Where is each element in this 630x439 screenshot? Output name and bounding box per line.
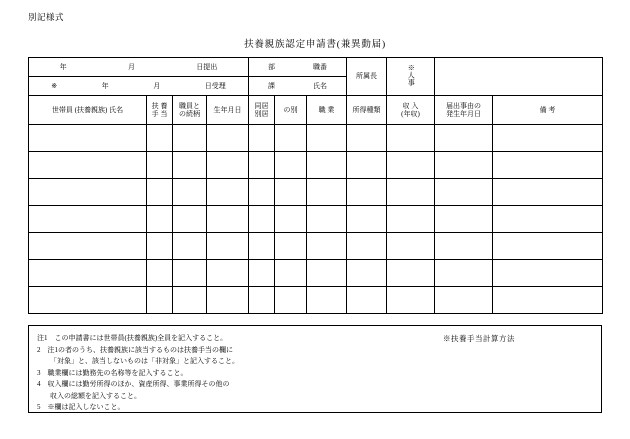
table-cell[interactable] (207, 260, 249, 287)
table-cell[interactable] (347, 260, 387, 287)
receive-month-label: 月 (153, 81, 161, 90)
table-cell[interactable] (249, 206, 275, 233)
table-cell[interactable] (307, 206, 347, 233)
table-row[interactable] (29, 287, 603, 314)
table-cell[interactable] (249, 260, 275, 287)
name-label: 氏名 (313, 81, 327, 90)
note-number: 3 (37, 368, 48, 377)
table-cell[interactable] (275, 152, 307, 179)
table-cell[interactable] (249, 287, 275, 314)
table-cell[interactable] (173, 206, 207, 233)
table-cell[interactable] (207, 233, 249, 260)
table-cell[interactable] (435, 179, 493, 206)
table-cell[interactable] (435, 125, 493, 152)
section-name-cell (249, 77, 347, 96)
table-cell[interactable] (173, 287, 207, 314)
page-title: 扶養親族認定申請書(兼異動届) (244, 40, 386, 50)
table-cell[interactable] (275, 260, 307, 287)
table-cell[interactable] (173, 233, 207, 260)
table-cell[interactable] (387, 125, 435, 152)
table-cell[interactable] (207, 179, 249, 206)
submit-date-cell (29, 58, 249, 77)
note-line: 2 注1の者のうち、扶養親族に該当するものは扶養手当の欄に (37, 345, 233, 354)
dept-label: 部 (268, 62, 275, 71)
table-cell[interactable] (387, 260, 435, 287)
table-cell[interactable] (29, 260, 147, 287)
table-cell[interactable] (347, 233, 387, 260)
table-cell[interactable] (173, 260, 207, 287)
table-cell[interactable] (493, 260, 603, 287)
allowance-calc-title: ※扶養手当計算方法 (443, 334, 515, 343)
table-cell[interactable] (147, 125, 173, 152)
table-row[interactable] (29, 125, 603, 152)
table-cell[interactable] (275, 206, 307, 233)
table-cell[interactable] (493, 152, 603, 179)
table-cell[interactable] (307, 125, 347, 152)
table-cell[interactable] (29, 287, 147, 314)
receive-year-label: 年 (101, 81, 109, 90)
table-cell[interactable] (493, 287, 603, 314)
header-blank-cell (435, 58, 603, 96)
note-line: 5 ※欄は記入しないこと。 (37, 403, 125, 412)
table-cell[interactable] (207, 125, 249, 152)
note-line: 注1 この申請書には世帯員(扶養親族)全員を記入すること。 (37, 334, 228, 342)
col-header-residence-type: の別 (275, 96, 307, 125)
approver-label: 所属長 (356, 72, 378, 81)
table-row[interactable] (29, 152, 603, 179)
table-cell[interactable] (435, 233, 493, 260)
approver-box (347, 58, 387, 96)
col-header-relationship: 職員と の続柄 (173, 96, 207, 125)
table-cell[interactable] (29, 125, 147, 152)
table-cell[interactable] (307, 287, 347, 314)
table-cell[interactable] (147, 179, 173, 206)
submit-day-label: 日提出 (196, 62, 218, 71)
table-cell[interactable] (347, 179, 387, 206)
note-line: 3 職業欄には勤務先の名称等を記入すること。 (37, 368, 188, 377)
table-cell[interactable] (347, 125, 387, 152)
table-cell[interactable] (275, 125, 307, 152)
table-cell[interactable] (29, 206, 147, 233)
receive-day-label: 日受理 (204, 81, 226, 90)
table-cell[interactable] (29, 152, 147, 179)
col-header-income: 収 入 (年収) (387, 96, 435, 125)
submit-year-label: 年 (59, 62, 67, 71)
table-cell[interactable] (307, 260, 347, 287)
table-cell[interactable] (493, 206, 603, 233)
table-cell[interactable] (493, 179, 603, 206)
table-cell[interactable] (387, 287, 435, 314)
table-cell[interactable] (435, 287, 493, 314)
note-number: 4 (37, 380, 48, 389)
table-cell[interactable] (147, 233, 173, 260)
table-cell[interactable] (307, 179, 347, 206)
note-number: 注1 (37, 334, 55, 342)
col-header-remarks: 備 考 (493, 96, 603, 125)
col-header-income-type: 所得種類 (347, 96, 387, 125)
table-cell[interactable] (173, 125, 207, 152)
table-cell[interactable] (387, 206, 435, 233)
table-row[interactable] (29, 260, 603, 287)
personnel-box (387, 58, 435, 96)
table-cell[interactable] (275, 233, 307, 260)
note-line: 4 収入欄には勤労所得のほか、資産所得、事業所得その他の (37, 380, 230, 389)
table-cell[interactable] (207, 206, 249, 233)
col-header-residence: 同居 別居 (249, 96, 275, 125)
table-cell[interactable] (435, 206, 493, 233)
receive-mark: ※ (51, 81, 58, 90)
column-header-row (29, 96, 603, 125)
table-cell[interactable] (207, 152, 249, 179)
table-cell[interactable] (387, 179, 435, 206)
note-line: 収入の総額を記入すること。 (50, 391, 141, 400)
table-cell[interactable] (29, 179, 147, 206)
table-cell[interactable] (173, 179, 207, 206)
notes-box (28, 325, 602, 413)
note-number: 5 (37, 403, 48, 412)
table-row[interactable] (29, 206, 603, 233)
table-cell[interactable] (435, 152, 493, 179)
table-cell[interactable] (147, 287, 173, 314)
submit-month-label: 月 (127, 62, 135, 71)
table-cell[interactable] (147, 260, 173, 287)
header-row-submit (29, 58, 603, 77)
col-header-household-member: 世帯員 (扶養親族) 氏名 (29, 96, 147, 125)
table-cell[interactable] (307, 152, 347, 179)
table-cell[interactable] (249, 179, 275, 206)
table-cell[interactable] (347, 152, 387, 179)
table-cell[interactable] (249, 125, 275, 152)
table-cell[interactable] (249, 233, 275, 260)
table-cell[interactable] (275, 287, 307, 314)
position-label: 職番 (313, 62, 327, 71)
table-cell[interactable] (493, 233, 603, 260)
notes-list (37, 333, 367, 414)
table-cell[interactable] (387, 233, 435, 260)
table-cell[interactable] (29, 233, 147, 260)
table-cell[interactable] (435, 260, 493, 287)
note-number: 2 (37, 345, 48, 354)
col-header-occupation: 職 業 (307, 96, 347, 125)
table-cell[interactable] (147, 152, 173, 179)
table-cell[interactable] (493, 125, 603, 152)
section-label: 課 (268, 81, 275, 90)
table-cell[interactable] (207, 287, 249, 314)
table-cell[interactable] (307, 233, 347, 260)
table-cell[interactable] (275, 179, 307, 206)
table-cell[interactable] (147, 206, 173, 233)
table-row[interactable] (29, 233, 603, 260)
col-header-event-date: 届出事由の 発生年月日 (435, 96, 493, 125)
table-cell[interactable] (249, 152, 275, 179)
table-cell[interactable] (347, 287, 387, 314)
table-cell[interactable] (173, 152, 207, 179)
form-label: 別記様式 (28, 12, 65, 22)
note-line: 「対象」と、該当しないものは「非対象」と記入すること。 (50, 357, 239, 366)
personnel-label: ※人事 (407, 63, 416, 87)
table-cell[interactable] (387, 152, 435, 179)
table-cell[interactable] (347, 206, 387, 233)
table-row[interactable] (29, 179, 603, 206)
receive-date-cell (29, 77, 249, 96)
col-header-allowance: 扶 養 手 当 (147, 96, 173, 125)
dept-position-cell (249, 58, 347, 77)
col-header-birthdate: 生年月日 (207, 96, 249, 125)
application-table (28, 57, 603, 314)
